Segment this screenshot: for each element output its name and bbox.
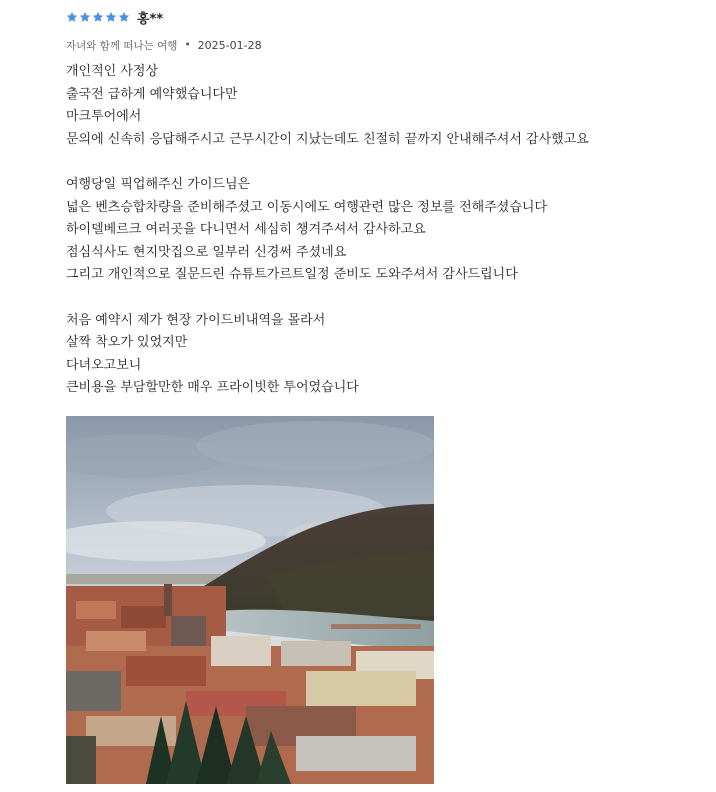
review-line: 처음 예약시 제가 현장 가이드비내역을 몰라서 — [66, 312, 326, 328]
review-line: 출국전 급하게 예약했습니다만 — [66, 86, 238, 102]
reviewer-name: 홍** — [137, 11, 164, 27]
star-rating — [66, 11, 130, 23]
star-icon — [105, 11, 117, 23]
paragraph-gap — [66, 151, 706, 174]
star-icon — [66, 11, 78, 23]
review-line: 마크투어에서 — [66, 109, 142, 125]
review-photo[interactable] — [66, 416, 434, 784]
review-header — [66, 8, 706, 26]
review-line: 하이델베르크 여러곳을 다니면서 세심히 챙겨주셔서 감사하고요 — [66, 222, 426, 238]
trip-type-label: 자녀와 함께 떠나는 여행 — [66, 39, 178, 52]
review-date: 2025-01-28 — [197, 38, 262, 52]
review-card — [66, 8, 706, 400]
paragraph-gap — [66, 287, 706, 310]
review-body — [66, 61, 706, 400]
review-meta — [66, 37, 706, 53]
heidelberg-city-view-photo — [66, 416, 434, 784]
review-line: 점심식사도 현지맛집으로 일부러 신경써 주셨네요 — [66, 244, 347, 260]
star-icon — [118, 11, 130, 23]
review-line: 살짝 착오가 있었지만 — [66, 335, 188, 351]
review-line: 여행당일 픽업해주신 가이드님은 — [66, 176, 251, 192]
separator-dot: • — [184, 39, 191, 51]
review-line: 그리고 개인적으로 질문드린 슈튜트가르트일정 준비도 도와주셔서 감사드립니다 — [66, 267, 518, 283]
review-line: 개인적인 사정상 — [66, 64, 159, 79]
review-line: 큰비용을 부담할만한 매우 프라이빗한 투어였습니다 — [66, 380, 359, 396]
review-line: 넓은 벤츠승합차량을 준비해주셨고 이동시에도 여행관련 많은 정보를 전해주셨습니다 — [66, 199, 548, 215]
star-icon — [79, 11, 91, 23]
star-icon — [92, 11, 104, 23]
review-line: 문의에 신속히 응답해주시고 근무시간이 지났는데도 친절히 끝까지 안내해주셔서 감사했고요 — [66, 131, 589, 147]
review-line: 다녀오고보니 — [66, 357, 142, 373]
